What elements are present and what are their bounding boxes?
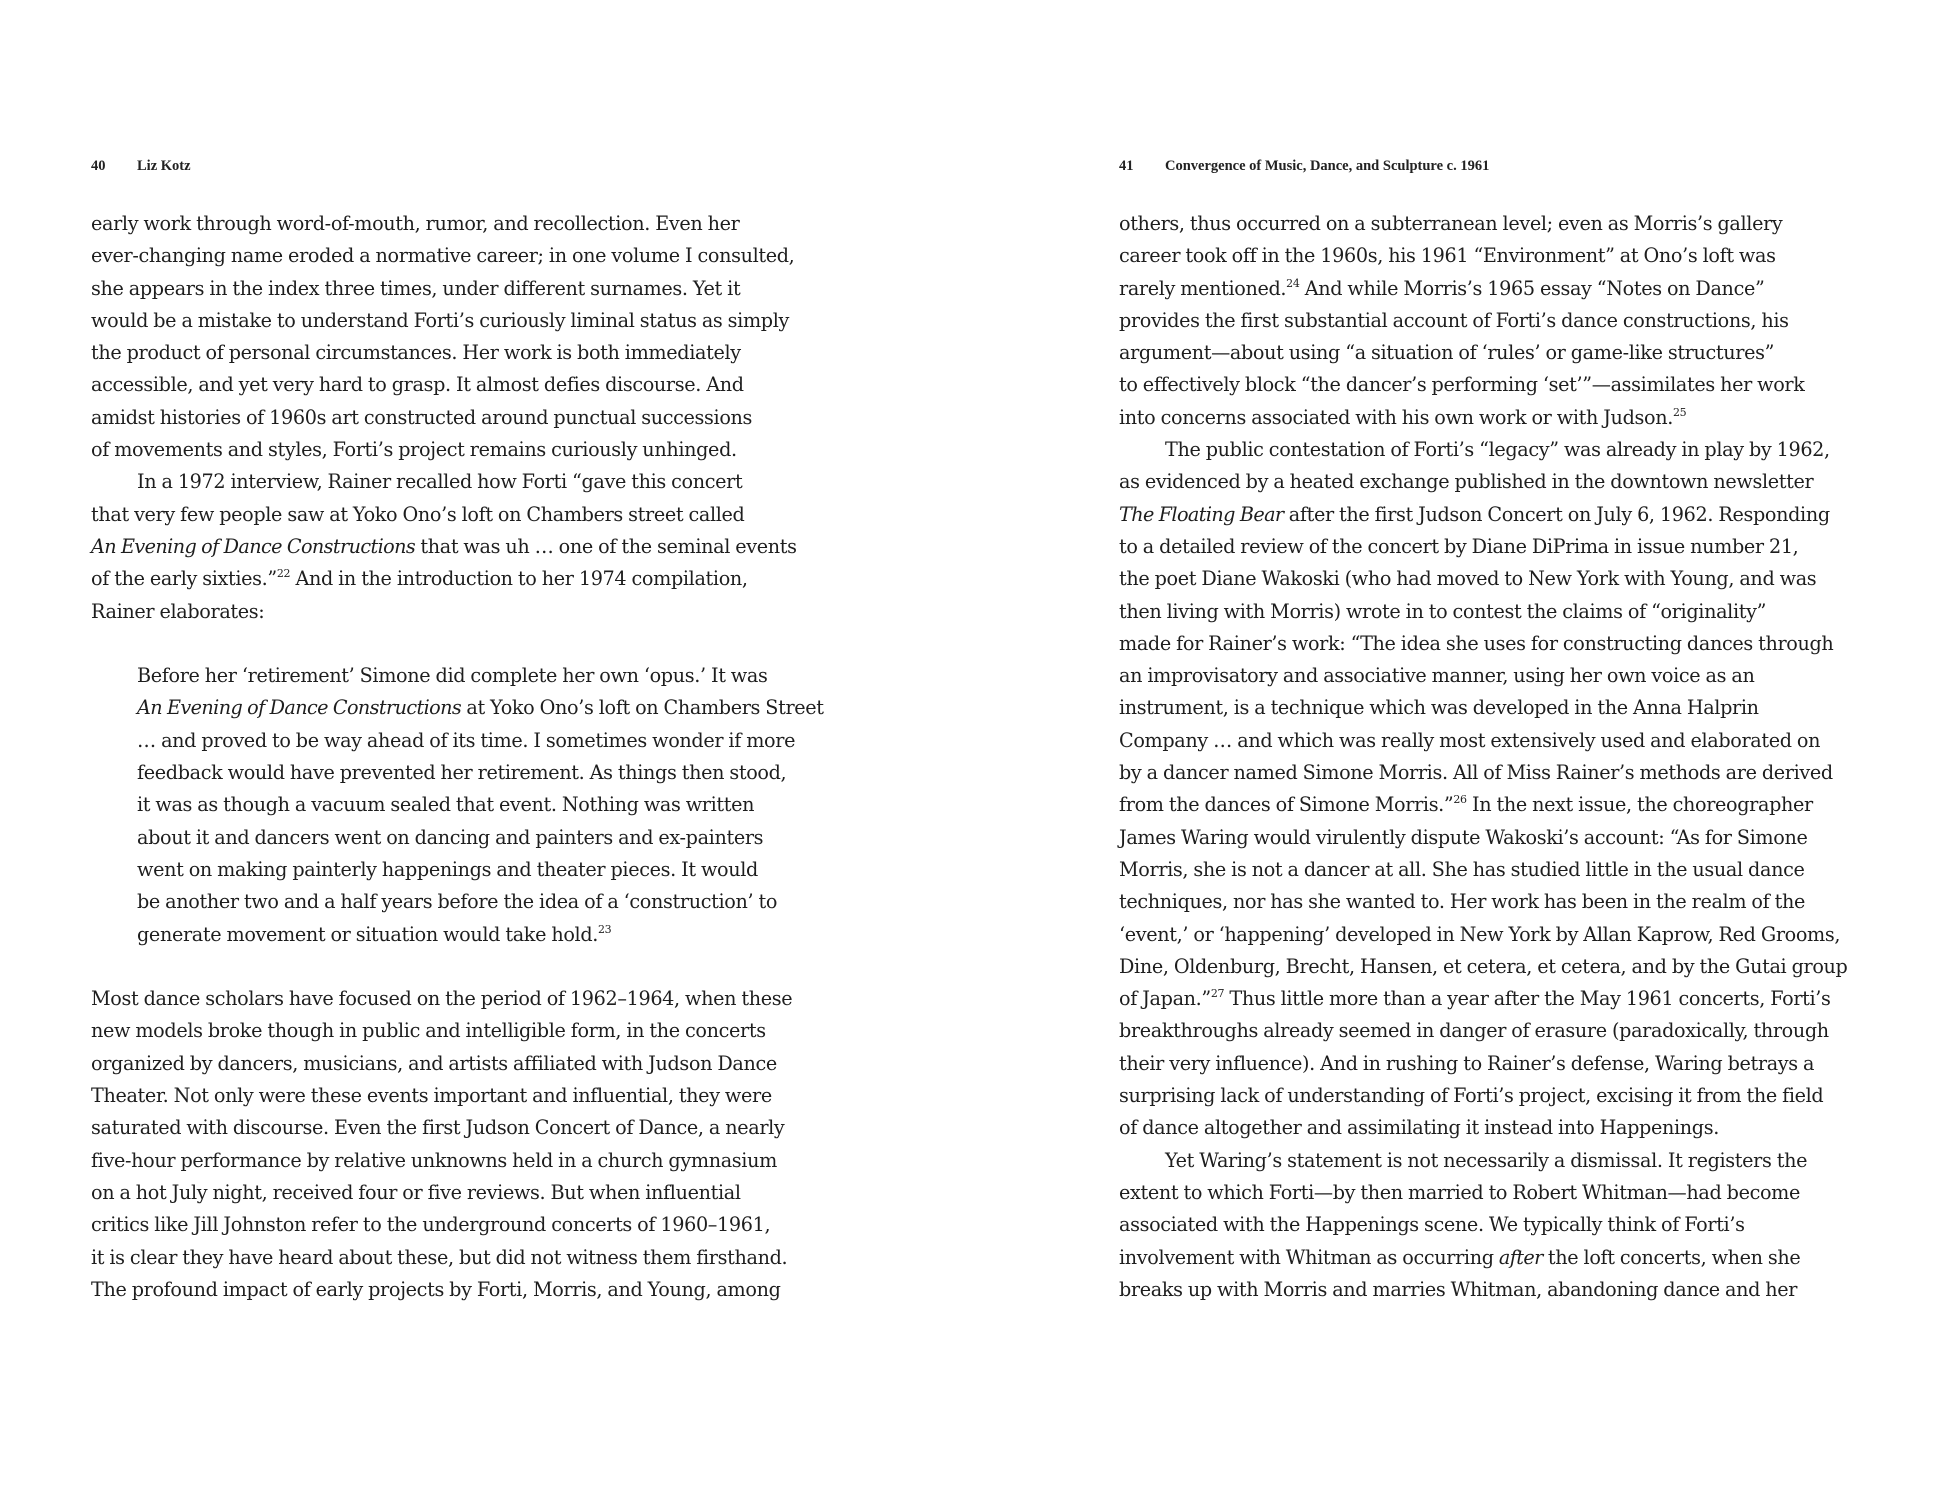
text-line: on a hot July night, received four or five reviews. But when influential	[91, 1180, 741, 1204]
work-title: An Evening of Dance Constructions	[137, 696, 462, 720]
text-line: extent to which Forti—by then married to Robert Whitman—had become	[1119, 1180, 1801, 1204]
text-line: to a detailed review of the concert by Diane DiPrima in issue number 21,	[1119, 534, 1799, 558]
text-line: associated with the Happenings scene. We typically think of Forti’s	[1119, 1213, 1745, 1237]
footnote-ref[interactable]: 24	[1286, 276, 1300, 290]
body-text-left	[91, 208, 824, 1306]
text-line: surprising lack of understanding of Forti’s project, excising it from the field	[1119, 1084, 1824, 1108]
text-line	[137, 919, 824, 951]
text-line: of dance altogether and assimilating it instead into Happenings.	[1119, 1116, 1719, 1140]
text-line: provides the first substantial account of Forti’s dance constructions, his	[1119, 308, 1789, 332]
text-run: at Yoko Ono’s loft on Chambers Street	[461, 696, 824, 720]
text-line: The profound impact of early projects by Forti, Morris, and Young, among	[91, 1277, 781, 1301]
footnote-ref[interactable]: 23	[598, 922, 612, 936]
page-number: 41	[1119, 158, 1134, 174]
text-run: Thus little more than a year after the May 1961 concerts, Forti’s	[1224, 987, 1831, 1011]
text-line: Rainer elaborates:	[91, 599, 265, 623]
text-line: instrument, is a technique which was developed in the Anna Halprin	[1119, 696, 1759, 720]
text-run: of Japan.”	[1119, 987, 1211, 1011]
text-line: Yet Waring’s statement is not necessarily a dismissal. It registers the	[1165, 1148, 1808, 1172]
chapter-title: Convergence of Music, Dance, and Sculpture c. 1961	[1165, 158, 1490, 174]
text-line: of movements and styles, Forti’s project remains curiously unhinged.	[91, 438, 737, 462]
text-run: from the dances of Simone Morris.”	[1119, 793, 1454, 817]
text-line: she appears in the index three times, under different surnames. Yet it	[91, 276, 741, 300]
text-line: new models broke though in public and intelligible form, in the concerts	[91, 1019, 766, 1043]
text-line: In a 1972 interview, Rainer recalled how Forti “gave this concert	[137, 470, 743, 494]
text-run: And while Morris’s 1965 essay “Notes on Dance”	[1299, 276, 1765, 300]
text-line: Company … and which was really most extensively used and elaborated on	[1119, 728, 1821, 752]
spacer	[91, 628, 824, 660]
block-quote	[91, 660, 824, 951]
text-line: feedback would have prevented her retirement. As things then stood,	[137, 761, 787, 785]
text-run: And in the introduction to her 1974 compilation,	[290, 567, 748, 591]
text-line: breakthroughs already seemed in danger of erasure (paradoxically, through	[1119, 1019, 1829, 1043]
footnote-ref[interactable]: 22	[276, 567, 291, 581]
text-line: organized by dancers, musicians, and artists affiliated with Judson Dance	[91, 1051, 777, 1075]
running-head-right	[1119, 158, 1489, 175]
paragraph	[91, 208, 824, 466]
text-line	[137, 692, 824, 724]
text-line: Theater. Not only were these events important and influential, they were	[91, 1084, 772, 1108]
running-head-left	[91, 158, 191, 175]
body-text-right	[1119, 208, 1848, 1306]
text-line: the product of personal circumstances. Her work is both immediately	[91, 341, 741, 365]
work-title: An Evening of Dance Constructions	[91, 534, 416, 558]
text-line	[1119, 499, 1848, 531]
text-line	[91, 563, 824, 595]
author-name: Liz Kotz	[137, 158, 191, 174]
spacer	[91, 951, 824, 983]
text-line	[1119, 1242, 1848, 1274]
text-run: involvement with Whitman as occurring	[1119, 1245, 1499, 1269]
paragraph	[91, 983, 824, 1306]
text-line: to effectively block “the dancer’s performing ‘set’”—assimilates her work	[1119, 373, 1805, 397]
text-line: an improvisatory and associative manner, using her own voice as an	[1119, 664, 1755, 688]
text-run: rarely mentioned.	[1119, 276, 1287, 300]
text-line: career took off in the 1960s, his 1961 “Environment” at Ono’s loft was	[1119, 244, 1776, 268]
text-line: Dine, Oldenburg, Brecht, Hansen, et cetera, et cetera, and by the Gutai group	[1119, 954, 1848, 978]
text-line	[1119, 983, 1848, 1015]
footnote-ref[interactable]: 25	[1672, 405, 1687, 419]
text-line: Most dance scholars have focused on the period of 1962–1964, when these	[91, 987, 793, 1011]
text-line: their very influence). And in rushing to Rainer’s defense, Waring betrays a	[1119, 1051, 1815, 1075]
text-run: of the early sixties.”	[91, 567, 277, 591]
text-line: The public contestation of Forti’s “legacy” was already in play by 1962,	[1165, 438, 1830, 462]
text-line: ever-changing name eroded a normative career; in one volume I consulted,	[91, 244, 795, 268]
text-line: ‘event,’ or ‘happening’ developed in New York by Allan Kaprow, Red Grooms,	[1119, 922, 1841, 946]
emphasis: after	[1498, 1245, 1543, 1269]
text-line: breaks up with Morris and marries Whitman, abandoning dance and her	[1119, 1277, 1798, 1301]
text-line: saturated with discourse. Even the first Judson Concert of Dance, a nearly	[91, 1116, 785, 1140]
text-line	[1119, 402, 1848, 434]
paragraph	[1119, 208, 1848, 434]
text-line: be another two and a half years before the idea of a ‘construction’ to	[137, 890, 778, 914]
text-line: by a dancer named Simone Morris. All of Miss Rainer’s methods are derived	[1119, 761, 1833, 785]
text-line	[91, 531, 824, 563]
text-line: then living with Morris) wrote in to contest the claims of “originality”	[1119, 599, 1767, 623]
text-line: argument—about using “a situation of ‘rules’ or game-like structures”	[1119, 341, 1775, 365]
paragraph	[1119, 434, 1848, 1145]
text-line: about it and dancers went on dancing and painters and ex-painters	[137, 825, 764, 849]
text-line: made for Rainer’s work: “The idea she uses for constructing dances through	[1119, 631, 1834, 655]
paragraph	[91, 466, 824, 627]
text-line: that very few people saw at Yoko Ono’s loft on Chambers street called	[91, 502, 745, 526]
text-line: would be a mistake to understand Forti’s curiously liminal status as simply	[91, 308, 790, 332]
text-run: into concerns associated with his own work or with Judson.	[1119, 405, 1673, 429]
text-line: Morris, she is not a dancer at all. She has studied little in the usual dance	[1119, 857, 1805, 881]
text-line: techniques, nor has she wanted to. Her work has been in the realm of the	[1119, 890, 1805, 914]
text-run: after the first Judson Concert on July 6, 1962. Responding	[1283, 502, 1830, 526]
text-line: amidst histories of 1960s art constructed around punctual successions	[91, 405, 753, 429]
text-line	[1119, 789, 1848, 821]
text-line: others, thus occurred on a subterranean level; even as Morris’s gallery	[1119, 212, 1783, 235]
text-run: that was uh … one of the seminal events	[415, 534, 797, 558]
text-line: James Waring would virulently dispute Wakoski’s account: “As for Simone	[1119, 825, 1808, 849]
text-line: it was as though a vacuum sealed that event. Nothing was written	[137, 793, 755, 817]
text-line: it is clear they have heard about these, but did not witness them firsthand.	[91, 1245, 788, 1269]
publication-title: The Floating Bear	[1119, 502, 1284, 526]
text-run: the loft concerts, when she	[1542, 1245, 1801, 1269]
text-line: as evidenced by a heated exchange published in the downtown newsletter	[1119, 470, 1814, 494]
text-line	[1119, 273, 1848, 305]
footnote-ref[interactable]: 27	[1210, 987, 1225, 1001]
text-line: … and proved to be way ahead of its time. I sometimes wonder if more	[137, 728, 796, 752]
text-line: accessible, and yet very hard to grasp. It almost defies discourse. And	[91, 373, 744, 397]
text-line: critics like Jill Johnston refer to the underground concerts of 1960–1961,	[91, 1213, 771, 1237]
text-line: Before her ‘retirement’ Simone did complete her own ‘opus.’ It was	[137, 664, 768, 688]
text-run: generate movement or situation would take hold.	[137, 922, 599, 946]
text-run: In the next issue, the choreographer	[1466, 793, 1813, 817]
text-line: the poet Diane Wakoski (who had moved to New York with Young, and was	[1119, 567, 1817, 591]
paragraph	[1119, 1145, 1848, 1306]
text-line: five-hour performance by relative unknowns held in a church gymnasium	[91, 1148, 777, 1172]
text-line: early work through word-of-mouth, rumor, and recollection. Even her	[91, 212, 740, 235]
page-number: 40	[91, 158, 106, 174]
text-line: went on making painterly happenings and theater pieces. It would	[137, 857, 758, 881]
footnote-ref[interactable]: 26	[1453, 793, 1467, 807]
